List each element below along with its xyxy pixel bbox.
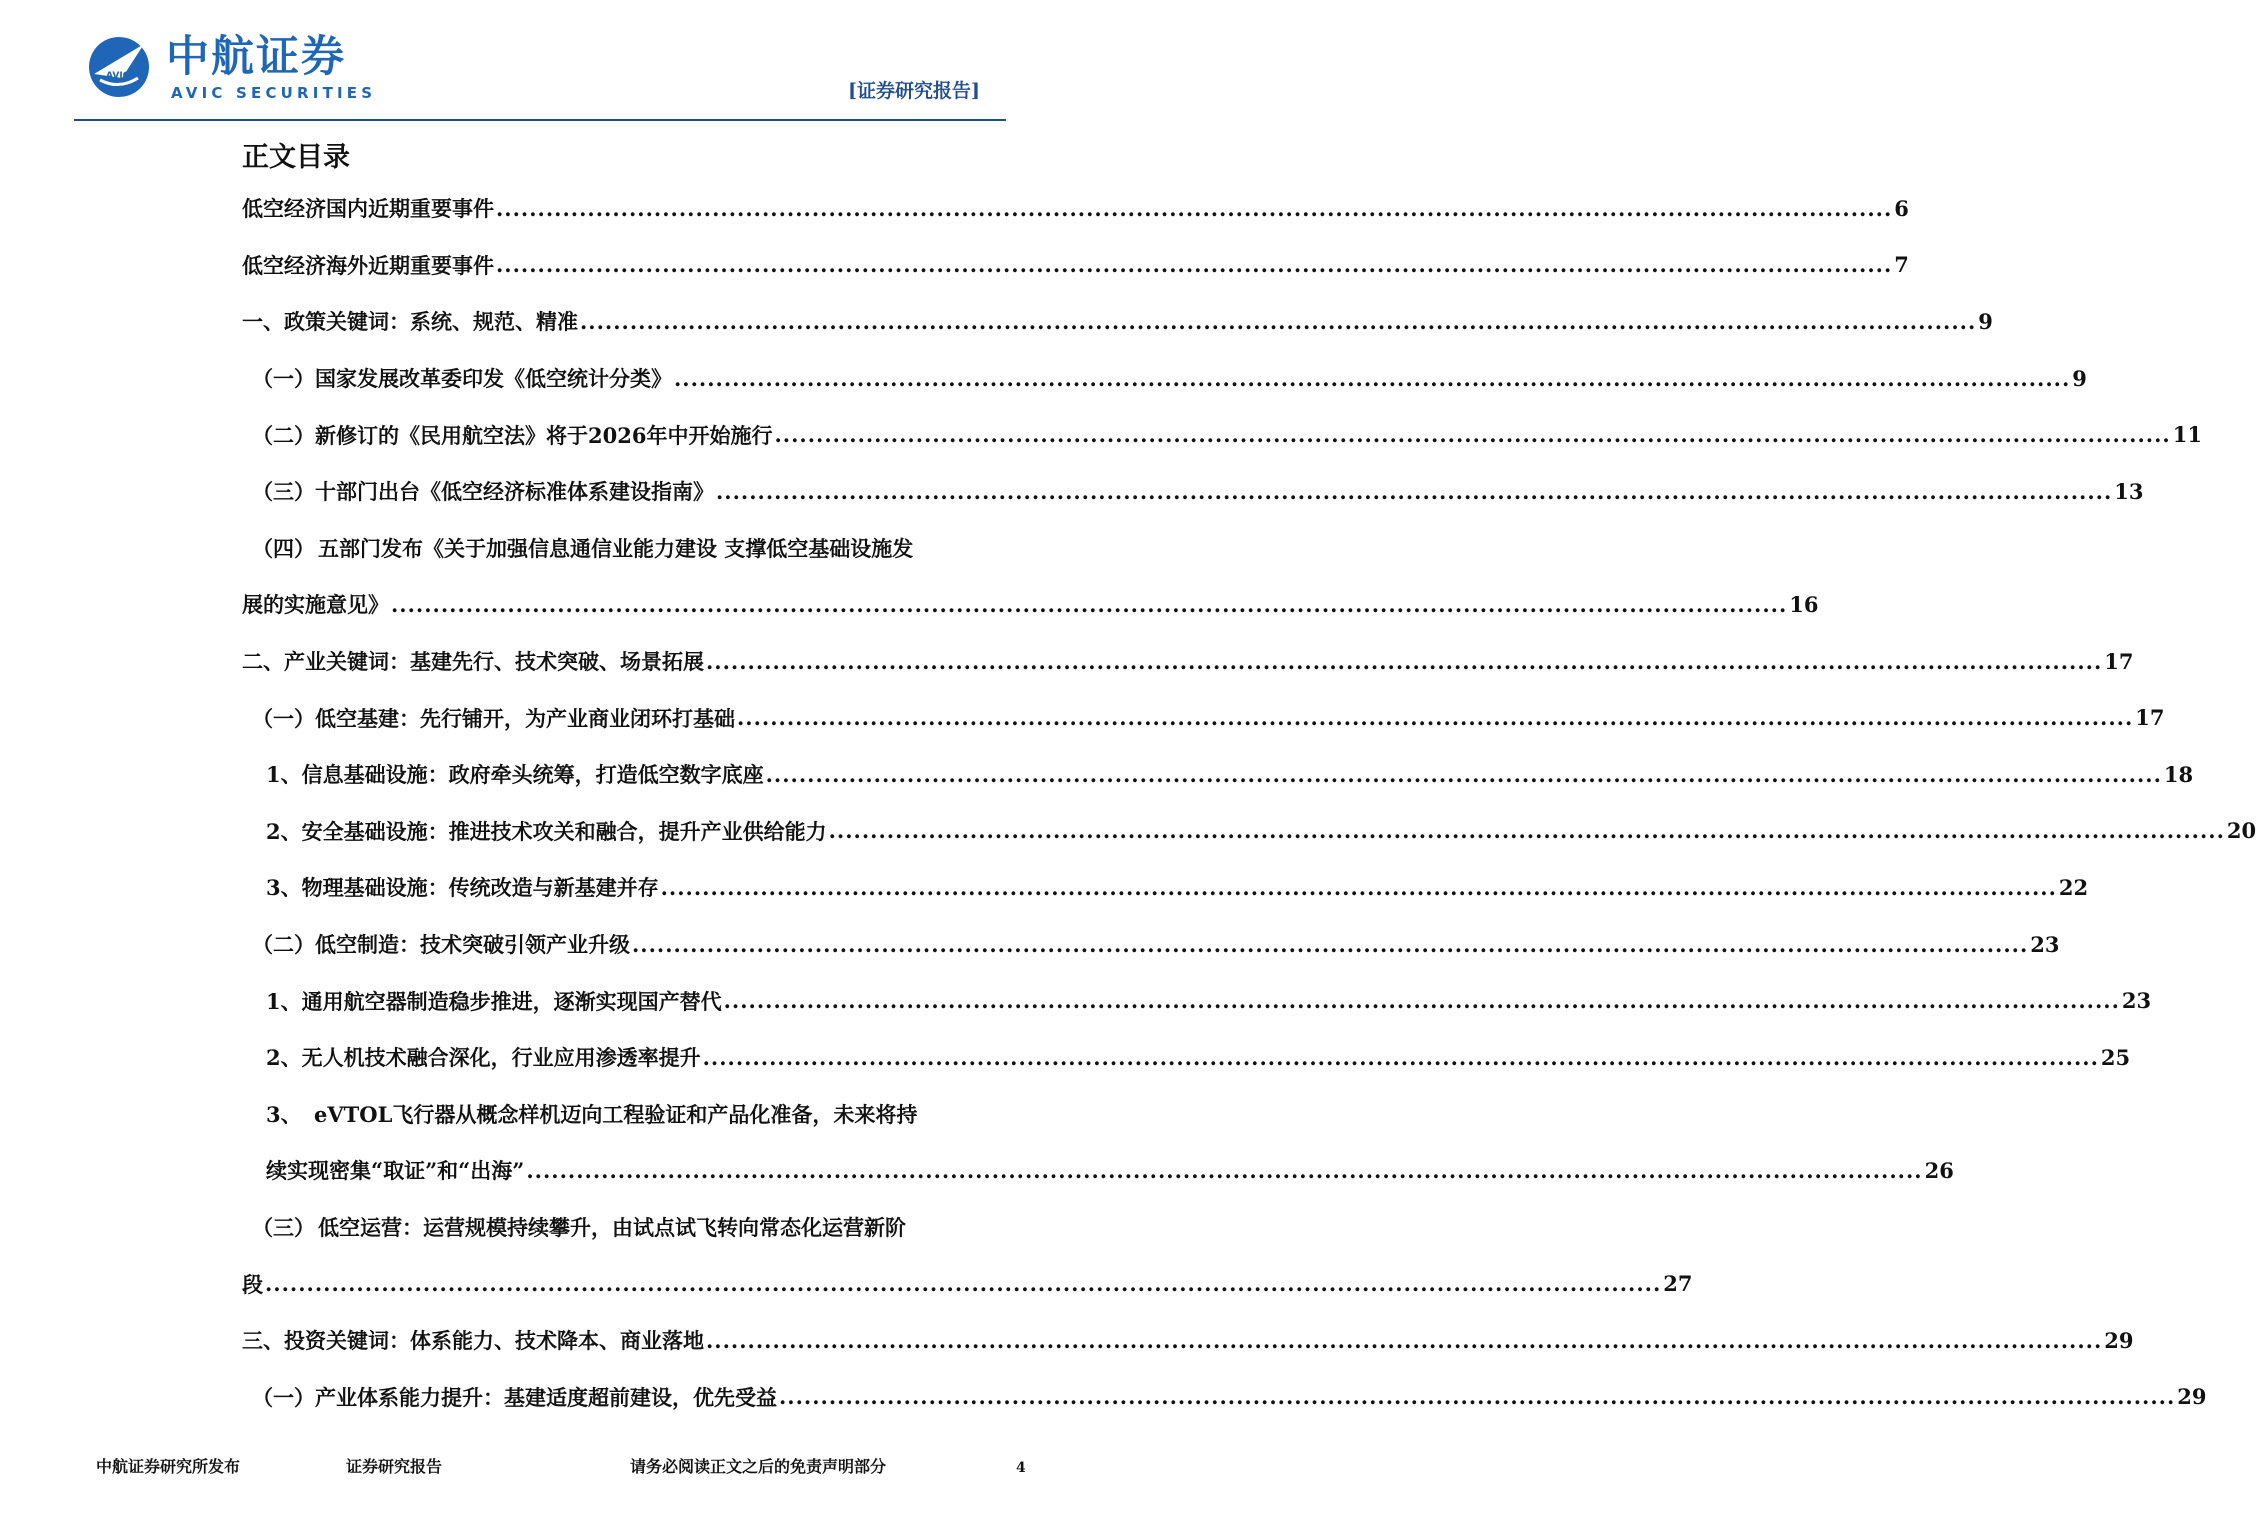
toc-entry-number: 3、 [266, 875, 302, 901]
toc-entry-page: 9 [2072, 365, 2087, 391]
toc-leader-dots [779, 1384, 2175, 1409]
toc-entry-number: 2、 [266, 818, 302, 844]
toc-leader-dots [766, 762, 2162, 787]
toc-entry-title: 产业关键词：基建先行、技术突破、场景拓展 [284, 649, 704, 675]
toc-entry-number: 2、 [266, 1045, 302, 1071]
toc-entry-title: 段 [242, 1271, 263, 1297]
toc-entry[interactable] [242, 1086, 942, 1143]
toc-entry-title: 安全基础设施：推进技术攻关和融合，提升产业供给能力 [301, 818, 827, 844]
toc-entry[interactable] [242, 1312, 2134, 1369]
footer-publisher: 中航证券研究所发布 [96, 1457, 241, 1476]
toc-leader-dots [774, 422, 2170, 447]
toc-entry-title: 低空基建：先行铺开，为产业商业闭环打基础 [315, 705, 735, 731]
toc-entry[interactable] [242, 1029, 2131, 1086]
toc-entry-page: 23 [2030, 931, 2060, 957]
toc-entry[interactable] [242, 1199, 942, 1256]
toc-entry-page: 22 [2058, 874, 2089, 900]
toc-entry[interactable] [242, 520, 942, 577]
toc-entry-title: 低空经济海外近期重要事件 [242, 252, 494, 278]
toc-leader-dots [737, 705, 2133, 730]
toc-leader-dots [391, 592, 1787, 617]
toc-entry-title: 投资关键词：体系能力、技术降本、商业落地 [284, 1328, 704, 1354]
toc-entry-page: 16 [1789, 591, 1819, 617]
toc-entry[interactable] [242, 406, 2202, 463]
toc-entry[interactable] [242, 859, 2089, 916]
toc-entry-number: 二、 [242, 649, 284, 675]
page-header [0, 0, 1080, 122]
toc-leader-dots [632, 932, 2028, 957]
toc-entry-page: 17 [2104, 648, 2134, 674]
toc-leader-dots [496, 196, 1892, 221]
toc-entry[interactable] [242, 916, 2060, 973]
toc-entry[interactable] [242, 746, 2194, 803]
toc-entry-title: 国家发展改革委印发《低空统计分类》 [315, 366, 672, 392]
document-type-label: [证券研究报告] [848, 80, 980, 102]
toc-entry-number: 三、 [242, 1328, 284, 1354]
header-divider [74, 119, 1006, 121]
toc-entry[interactable] [242, 1142, 1954, 1199]
toc-entry-title: 物理基础设施：传统改造与新基建并存 [301, 875, 659, 901]
toc-entry-title: 政策关键词：系统、规范、精准 [284, 309, 578, 335]
table-of-contents [242, 180, 2256, 1425]
toc-leader-dots [706, 649, 2102, 674]
toc-entry-title: 十部门出台《低空经济标准体系建设指南》 [315, 479, 714, 505]
toc-entry-page: 26 [1924, 1157, 1954, 1183]
toc-entry[interactable] [242, 633, 2134, 690]
toc-entry[interactable] [242, 350, 2087, 407]
toc-entry[interactable] [242, 689, 2165, 746]
toc-entry-page: 25 [2100, 1044, 2131, 1070]
toc-entry-title: 五部门发布《关于加强信息通信业能力建设 支撑低空基础设施发 [318, 535, 914, 561]
toc-leader-dots [580, 309, 1976, 334]
toc-entry[interactable] [242, 237, 1909, 294]
footer-type: 证券研究报告 [346, 1457, 443, 1476]
toc-entry-number: （三） [252, 479, 315, 505]
toc-entry-title: eVTOL飞行器从概念样机迈向工程验证和产品化准备，未来将持 [314, 1101, 918, 1127]
toc-entry-page: 23 [2121, 988, 2152, 1014]
toc-entry-title: 通用航空器制造稳步推进，逐渐实现国产替代 [301, 988, 722, 1014]
toc-entry-title: 续实现密集“取证”和“出海” [266, 1158, 525, 1184]
toc-entry[interactable] [242, 463, 2144, 520]
page-number: 4 [1016, 1460, 1026, 1476]
toc-title: 正文目录 [242, 142, 350, 173]
toc-entry[interactable] [242, 803, 2256, 860]
avic-logo-icon [86, 34, 152, 100]
toc-entry[interactable] [242, 972, 2152, 1029]
toc-entry-number: 1、 [266, 762, 302, 788]
toc-entry[interactable] [242, 1368, 2207, 1425]
toc-entry-page: 9 [1978, 308, 1993, 334]
footer-disclaimer: 请务必阅读正文之后的免责声明部分 [630, 1457, 887, 1476]
toc-entry-title: 产业体系能力提升：基建适度超前建设，优先受益 [315, 1384, 777, 1410]
toc-entry[interactable] [242, 576, 1819, 633]
toc-entry-page: 20 [2226, 818, 2256, 844]
toc-entry-title: 低空经济国内近期重要事件 [242, 196, 494, 222]
logo-badge: AVIC [106, 71, 130, 81]
toc-leader-dots [716, 479, 2112, 504]
toc-entry-number: （一） [252, 1384, 315, 1410]
toc-entry-number: （一） [252, 366, 315, 392]
toc-entry-page: 6 [1894, 195, 1909, 221]
toc-entry-page: 18 [2163, 761, 2194, 787]
toc-entry[interactable] [242, 293, 1993, 350]
toc-entry[interactable] [242, 1255, 1693, 1312]
toc-entry-page: 13 [2114, 478, 2144, 504]
toc-leader-dots [674, 366, 2070, 391]
toc-leader-dots [265, 1271, 1661, 1296]
toc-leader-dots [661, 875, 2057, 900]
toc-entry-page: 7 [1894, 252, 1909, 278]
toc-entry-page: 29 [2104, 1327, 2134, 1353]
toc-entry-page: 17 [2135, 705, 2165, 731]
toc-entry[interactable] [242, 180, 1909, 237]
toc-entry-page: 29 [2177, 1384, 2207, 1410]
logo-english-name: AVIC SECURITIES [171, 84, 377, 102]
toc-leader-dots [706, 1328, 2102, 1353]
toc-entry-title: 低空运营：运营规模持续攀升，由试点试飞转向常态化运营新阶 [318, 1214, 906, 1240]
toc-entry-number: （二） [252, 932, 315, 958]
toc-entry-page: 11 [2172, 422, 2202, 448]
toc-leader-dots [496, 252, 1892, 277]
toc-entry-number: （一） [252, 705, 315, 731]
toc-entry-title: 低空制造：技术突破引领产业升级 [315, 932, 630, 958]
toc-entry-number: 一、 [242, 309, 284, 335]
toc-leader-dots [703, 1045, 2099, 1070]
logo-chinese-name: 中航证券 [166, 32, 346, 82]
toc-entry-title: 展的实施意见》 [242, 592, 389, 618]
toc-leader-dots [829, 818, 2225, 843]
toc-entry-number: 3、 [266, 1101, 302, 1127]
toc-entry-page: 27 [1663, 1271, 1693, 1297]
toc-entry-title: 无人机技术融合深化，行业应用渗透率提升 [301, 1045, 701, 1071]
toc-leader-dots [724, 988, 2120, 1013]
toc-entry-number: （二） [252, 422, 315, 448]
toc-entry-title: 信息基础设施：政府牵头统筹，打造低空数字底座 [301, 762, 764, 788]
toc-entry-number: 1、 [266, 988, 302, 1014]
toc-entry-number: （四） [252, 535, 315, 561]
page-footer [0, 1448, 1080, 1488]
toc-entry-number: （三） [252, 1214, 315, 1240]
toc-leader-dots [526, 1158, 1922, 1183]
toc-entry-title: 新修订的《民用航空法》将于2026年中开始施行 [315, 422, 773, 448]
